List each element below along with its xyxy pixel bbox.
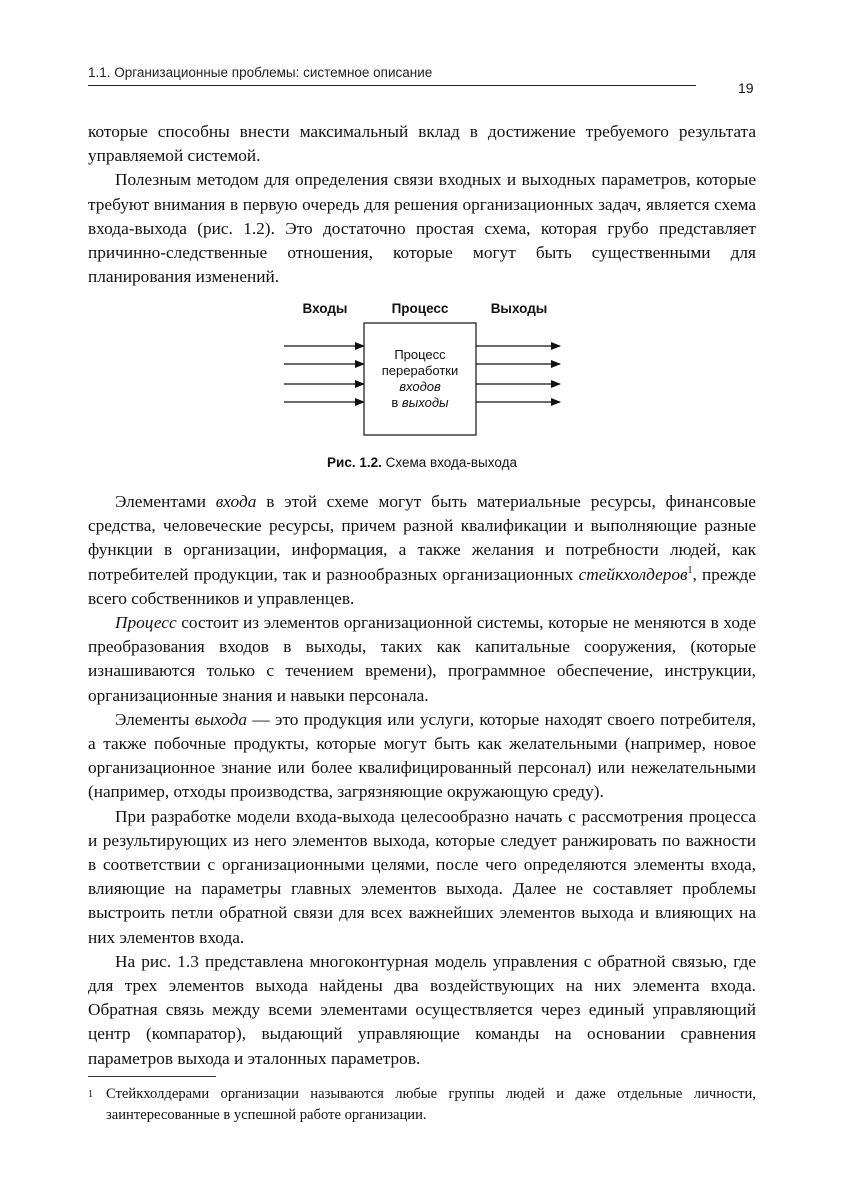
paragraph-continuation: которые способны внести максимальный вклад в достижение требуемого результата управляемой системой. — [88, 122, 756, 166]
paragraph-process: Процесс состоит из элементов организационной системы, которые не меняются в ходе преобразования входов в выходы, таких как капитальные сооружения, (которые изнашиваются только с течением времени), программное обеспечение, инструкции, организационные знания и навыки персонала. — [88, 613, 756, 705]
body-text-bottom — [88, 490, 756, 1071]
figure-caption — [88, 455, 756, 470]
footnote-divider — [88, 1076, 216, 1077]
inputs-heading: Входы — [302, 301, 348, 316]
process-box-line-3: входов — [399, 379, 441, 394]
paragraph-inputs: Элементами входа в этой схеме могут быть материальные ресурсы, финансовые средства, человеческие ресурсы, причем разной квалификации и выполняющие разные функции в организации, информация, а также желания и потребности людей, как потребителей продукции, так и разнообразных организационных стейкхолдеров$^1$, прежде всего собственников и управленцев. — [88, 492, 757, 608]
figure-caption-text: Схема входа-выхода — [381, 455, 517, 470]
running-header: 1.1. Организационные проблемы: системное описание — [88, 65, 696, 86]
process-box-line-1: Процесс — [394, 347, 446, 362]
output-arrows — [476, 346, 560, 402]
process-heading: Процесс — [391, 301, 449, 316]
footnote — [88, 1084, 756, 1126]
input-output-diagram — [270, 293, 590, 443]
paragraph-multiloop-model: На рис. 1.3 представлена многоконтурная модель управления с обратной связью, где для трех элементов выхода найдены два воздействующих на них элемента входа. Обратная связь между всеми элементами осуществляется через единый управляющий центр (компаратор), выдающий управляющие команды на основании сравнения параметров выхода и эталонных параметров. — [88, 951, 756, 1068]
process-box-line-2: переработки — [381, 363, 459, 378]
body-text-top — [88, 120, 756, 289]
paragraph-outputs: Элементы выхода — это продукция или услуги, которые находят своего потребителя, а также побочные продукты, которые могут быть как желательными (например, новое организационное знание или более квалифицированный персонал) или нежелательными (например, отходы производства, загрязняющие окружающую среду). — [88, 709, 756, 802]
paragraph-model-development: При разработке модели входа-выхода целесообразно начать с рассмотрения процесса и результирующих из него элементов выхода, которые следует ранжировать по важности в соответствии с организационными целями, после чего определяются элементы входа, влияющие на параметры главных элементов выхода. Далее не составляет проблемы выстроить петли обратной связи для всех важнейших элементов выхода и влияющих на них элементов входа. — [88, 806, 756, 947]
diagram-svg — [270, 293, 590, 443]
process-box-line-4: в выходы — [391, 395, 449, 410]
figure-caption-label: Рис. 1.2. — [327, 455, 382, 470]
footnote-mark: 1 — [88, 1089, 93, 1100]
footnote-text: Стейкхолдерами организации называются любые группы людей и даже отдельные личности, заинтересованные в успешной работе организации. — [106, 1086, 756, 1123]
footnote-reference: 1 — [687, 564, 693, 576]
input-arrows — [284, 346, 364, 402]
outputs-heading: Выходы — [490, 301, 548, 316]
page-number: 19 — [738, 80, 754, 96]
paragraph-method: Полезным методом для определения связи входных и выходных параметров, которые требуют внимания в первую очередь для решения организационных задач, является схема входа-выхода (рис. 1.2). Это достаточно простая схема, которая грубо представляет причинно-следственные отношения, которые могут быть существенными для планирования изменений. — [88, 170, 756, 287]
